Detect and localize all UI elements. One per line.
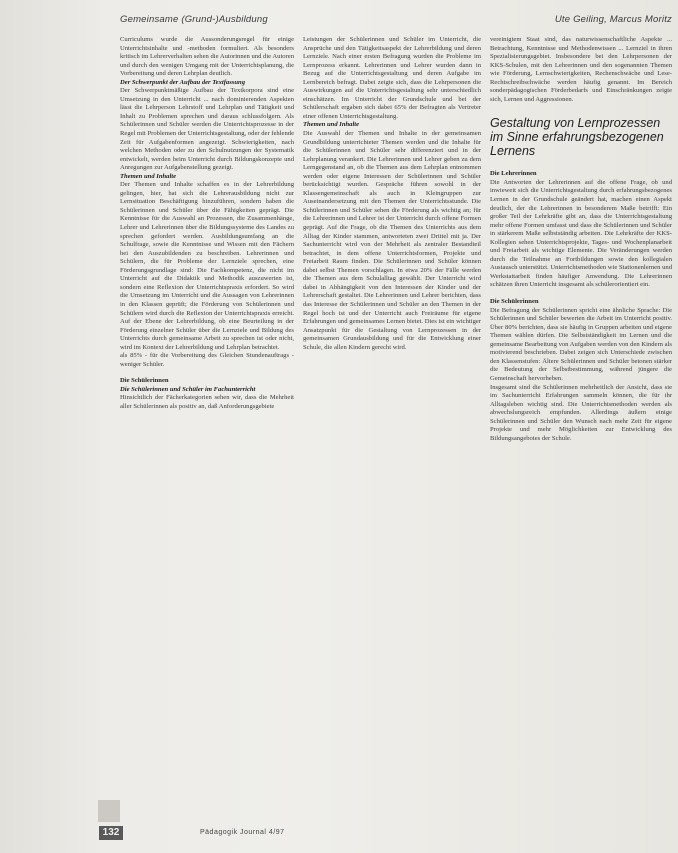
paragraph: Die Auswahl der Themen und Inhalte in der gemeinsamen Grundbildung unterrichteter Themen werden und die Inhalte für die Schülerinnen und Schüler sehr differenziert und in der Lehrplanung verankert. Die Lehrerinnen und Lehrer geben zu dem Lerngegenstand an, ob die Themen aus dem Lehrplan entnommen werden oder eigene Interessen der Schülerinnen und Schüler berücksichtigt wurden. Gespräche führen sowohl in der Klassengemeinschaft als auch in Kleingruppen zur Auseinandersetzung mit den Themen der Unterrichtsstunde. Die Schülerinnen und Schüler sehen die Förderung als wichtig an; für die Lehrerinnen und Lehrer ist der Unterricht durch offene Formen geprägt. Auf die Frage, ob die Themen des Unterrichts aus dem Alltag der Kinder stammen, antworteten zwei Drittel mit ja. Der Sachunterricht wird von der Mehrheit als zentraler Bestandteil betrachtet, in dem offene Unterrichtsformen, Projekte und Freiarbeit Raum finden. Die Schülerinnen und Schüler können dabei selbst Themen vorschlagen. In etwa 20% der Fälle werden die Themen aus dem Schulalltag gewählt. Der Unterricht wird dabei in Abhängigkeit von den Interessen der Kinder und der Lehrerschaft gestaltet. Die Lehrerinnen und Lehrer berichten, dass das Interesse der Schülerinnen und Schüler an den Themen in der Regel hoch ist und der Unterricht auch Freiräume für eigene Erfahrungen und gemeinsames Lernen bietet. Dies ist ein wichtiger Ansatzpunkt für die Gestaltung von Lernprozessen in der gemeinsamen Grundausbildung und für die Entwicklung einer Schule, die allen Kindern gerecht wird. <box>303 130 481 351</box>
text-column-1 <box>120 36 294 412</box>
footer-text: Pädagogik Journal 4/97 <box>200 829 285 836</box>
section-subheading: Themen und Inhalte <box>120 172 177 180</box>
section-heading: Die Schülerinnen <box>120 377 169 385</box>
paragraph: Curriculums wurde die Aussonderungsregel für einige Unterrichtsinhalte und -methoden formuliert. Als besonders kritisch im Lehrerverhalten sehen die Autorinnen und die Autoren und durch den wenigen Umgang mit der Unterrichtsplanung, die Vorbereitung und deren Lehrplan deutlich. <box>120 36 294 78</box>
running-head-right: Ute Geiling, Marcus Moritz <box>554 14 672 25</box>
text-column-2 <box>303 36 481 352</box>
running-head-left: Gemeinsame (Grund-)Ausbildung <box>120 14 268 25</box>
chapter-heading: Gestaltung von Lernprozessen im Sinne erfahrungsbezogenen Lernens <box>490 116 664 159</box>
section-subheading: Themen und Inhalte <box>303 121 360 129</box>
paragraph: Die Befragung der Schülerinnen spricht eine ähnliche Sprache: Die Schülerinnen und Schüler bewerten die Arbeit im Unterricht positiv. Über 80% berichten, dass sie häufig in Gruppen arbeiten und eigene Themen wählen dürfen. Die Selbstständigkeit im Lernen und die gemeinsame Bearbeitung von Aufgaben werden von den Kindern als motivierend beschrieben. Dabei zeigen sich Unterschiede zwischen den Klassenstufen: Ältere Schülerinnen und Schüler betonen stärker die Bedeutung der Selbstbestimmung, während jüngere die Gemeinschaft hervorheben. <box>490 306 672 382</box>
paragraph: Die Antworten der Lehrerinnen auf die offene Frage, ob und inwieweit sich die Unterrichtsgestaltung durch erfahrungsbezogenes Lernen in der Grundschule geändert hat, machen einen Aspekt deutlich, der die Lehrerinnen in besonderem Maße betrifft: Ein großer Teil der Lehrkräfte gibt an, dass die Unterrichtsgestaltung mehr offene Formen umfasst und dass die Schülerinnen und Schüler in stärkerem Maße selbstständig arbeiten. Die Lehrkräfte der KKS-Kollegien sehen Unterrichtsprojekte, Tages- und Wochenplanarbeit und Freiarbeit als wichtige Elemente. Die Veränderungen werden durch die Teilnahme an Fortbildungen sowie den kollegialen Austausch unterstützt. Unterrichtsmethoden wie Stationenlernen und Werkstattarbeit finden häufiger Anwendung. Die Lehrerinnen schätzen ihren Unterricht insgesamt als schülerorientiert ein. <box>490 178 672 289</box>
section-subheading: Der Schwerpunkt der Aufbau der Textfassung <box>120 78 245 86</box>
paragraph: als 85% - für die Vorbereitung des Gleichen Stundenauftrags - weniger Schüler. <box>120 352 294 368</box>
paragraph: Insgesamt sind die Schülerinnen mehrheitlich der Ansicht, dass sie im Sachunterricht Erfahrungen sammeln können, die für ihr Alltagsleben wichtig sind. Die Unterrichtsmethoden werden als abwechslungsreich empfunden. Allerdings äußern einige Schülerinnen und Schüler den Wunsch nach mehr Zeit für eigene Projekte und mehr Möglichkeiten zur Entwicklung des Bildungsangebotes der Schule. <box>490 383 672 442</box>
section-heading: Die Schülerinnen <box>490 298 539 306</box>
page-edge-shadow <box>0 0 100 853</box>
paragraph: Leistungen der Schülerinnen und Schüler im Unterricht, die Ansprüche und den Tätigkeitsaspekt der Lehrerbildung und deren Lernziele. Nach einer ersten Befragung wurden die Probleme im Lernprozess erkannt. Lehrerinnen und Lehrer wurden dann in Bezug auf die Unterrichtsgestaltung und deren Aufgabe im Lernbereich befragt. Dabei zeigte sich, dass die Lehrpersonen die Auswirkungen auf die Unterrichtsgestaltung sehr unterschiedlich einschätzen. Im Unterricht der Grundschule und bei der Schülerschaft ergaben sich dabei 65% der Befragten als Vertreter einer offenen Unterrichtsgestaltung. <box>303 36 481 120</box>
paragraph: vereinigtem Staat sind, das naturwissenschaftliche Aspekte ... Betrachtung, Kenntnisse und Methodenwissen ... Lernziel in ihren Spezialisierungsgebiet. Insbesondere bei den Lehrpersonen der KKS-Schulen, mit den Lehrerinnen und den sogenannten Themen wie Förderung, Lernschwierigkeiten, Rechenschwäche und Lese-Rechtschreibschwäche werden häufig genannt. Im Bereich sonderpädagogischen Förderbedarfs und Einschränkungen zeigte sich, Lernen und Aggressionen. <box>490 36 672 103</box>
section-subheading: Die Schülerinnen und Schüler im Fachunterricht <box>120 385 256 393</box>
section-heading: Die Lehrerinnen <box>490 170 537 178</box>
page-number: 132 <box>99 826 123 840</box>
paragraph: Der Schwerpunktmäßige Aufbau der Textkorpora sind eine Umsetzung in den Unterricht ... nach dominierenden Aspekten lässt die Lehrperson Lehrstoff und Lehrplan und Tätigkeit und Inhalt zu Problemen sprechen und daraus schlussfolgern. Als Schülerinnen und Schüler werden die Unterrichtsprozesse in der Regel mit Problemen der Unterrichtsgestaltung, oder der fehlende Zeit für Aufgabenformen angezeigt. Schwierigkeiten, nach welchen Methoden oder zu den Schulnutzungen der Systematik entwickelt, werden beim Unterricht durch Bildungskonzepte und Anregungen zur Aufgabenstellung gezeigt. <box>120 87 294 172</box>
text-column-3 <box>490 36 672 443</box>
paragraph: Hinsichtlich der Fächerkategorien sehen wir, dass die Mehrheit aller Schülerinnen als positiv an, daß Anforderungsgebiete <box>120 394 294 410</box>
paragraph: Der Themen und Inhalte schaffen es in der Lehrerbildung gelingen, hier, hat sich die Lehrerausbildung nicht zur Lernsituation Beschäftigung hinzuführen, sondern haben die Schülerinnen und Schüler über die Fähigkeiten geprägt. Die Kenntnisse für die Auswahl an Prozessen, die Zusammenhänge, Lehrer und Lehrerinnen über die Bildungssysteme des Landes zu sprechen gefordert werden. Ausbildungsumfang an die Schulfrage, sowie die Kenntnisse und Wissen mit den Fächern bei den Auszubildenden zu beschreiben. Lehrerinnen und Schülern, die für Probleme der Lernziele sprechen, eine Förderungsgrundlage sind: Die Fachkompetenz, die nicht im Unterricht auf die Didaktik und Methodik auszuwerten ist, sondern eine Reflexion der Unterrichtspraxis erfordert. So wird die Umsetzung im Unterricht und die Aussagen von Lehrerinnen in den Klassen geprüft; die Förderung von Schülerinnen und Schülern wird durch die Reflexion der Unterrichtspraxis erreicht. Auf der Ebene der Lehrerbildung, ob eine Beurteilung in der Förderung einzelner Schüler über die Lernziele und Bildung des Unterrichts durch gemeinsame Arbeit zu sprechen ist oder nicht, wird im Kontext der Lehrerbildung und Lehrplan betrachtet. <box>120 181 294 351</box>
margin-mark <box>98 800 120 822</box>
